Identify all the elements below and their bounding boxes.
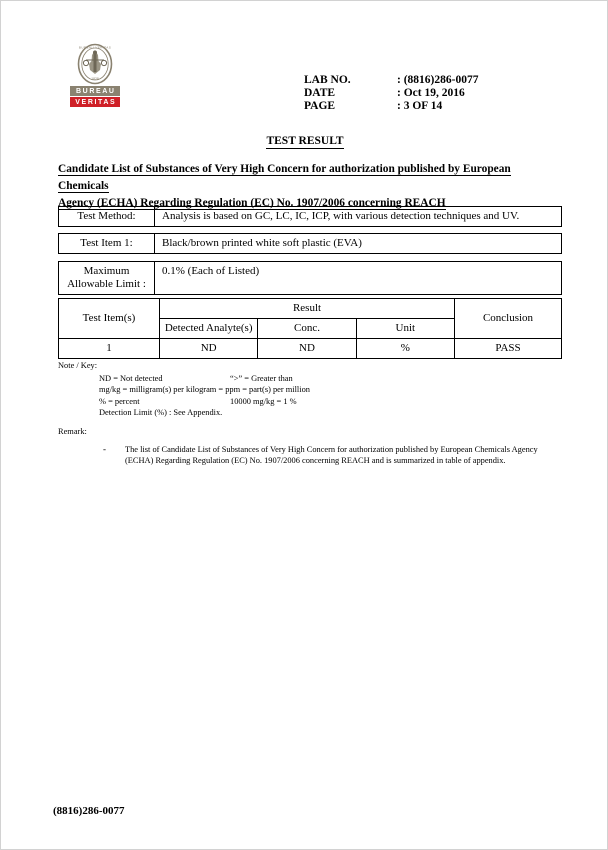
svg-text:BUREAU VERITAS: BUREAU VERITAS [78, 45, 112, 50]
note-key-lines [99, 373, 562, 419]
note-line-1 [99, 373, 562, 385]
lab-info-row-lab-no [304, 74, 478, 87]
note-line-3 [99, 396, 562, 408]
test-item-label: Test Item 1: [59, 234, 155, 253]
subject-heading [58, 161, 562, 212]
date-value: : Oct 19, 2016 [397, 87, 465, 100]
note-line-3-left: % = percent [99, 396, 140, 406]
bureau-veritas-logo [69, 43, 121, 108]
svg-text:1828: 1828 [91, 77, 99, 81]
header-detected-analytes: Detected Analyte(s) [160, 319, 258, 339]
logo-word-bureau: BUREAU [70, 86, 120, 96]
page-value: : 3 OF 14 [397, 100, 443, 113]
result-table-header-row-1 [59, 299, 562, 319]
header-conclusion: Conclusion [455, 299, 562, 339]
test-method-box [58, 206, 562, 227]
header-conc: Conc. [258, 319, 356, 339]
note-line-2: mg/kg = milligram(s) per kilogram = ppm = part(s) per million [99, 385, 310, 395]
lab-info-row-page [304, 100, 478, 113]
cell-conc: ND [258, 339, 356, 359]
remark-text: The list of Candidate List of Substances of Very High Concern for authorization published by European Chemicals Agency (ECHA) Regarding Regulation (EC) No. 1907/2006 concerning REACH and is summarized in table of appendix. [125, 444, 538, 466]
test-method-label: Test Method: [59, 207, 155, 226]
date-label: DATE [304, 87, 336, 100]
lab-info-block [304, 74, 478, 114]
result-table [58, 298, 562, 359]
page-label: PAGE [304, 100, 336, 113]
bureau-veritas-seal-icon [72, 43, 118, 85]
note-line-4: Detection Limit (%) : See Appendix. [99, 408, 223, 418]
note-key-block [58, 360, 562, 419]
page-header [1, 1, 608, 121]
cell-unit: % [356, 339, 454, 359]
note-line-3-right: 10000 mg/kg = 1 % [230, 396, 297, 406]
lab-no-value: : (8816)286-0077 [397, 74, 479, 86]
cell-detected-analyte: ND [160, 339, 258, 359]
lab-no-label: LAB NO. [304, 74, 351, 86]
test-item-value: Black/brown printed white soft plastic (EVA) [162, 237, 362, 249]
subject-heading-line-2: Agency (ECHA) Regarding Regulation (EC) No. 1907/2006 concerning REACH [58, 197, 446, 209]
note-key-label: Note / Key: [58, 361, 98, 370]
header-test-items: Test Item(s) [59, 299, 160, 339]
remark-block [58, 426, 562, 467]
header-unit: Unit [356, 319, 454, 339]
test-item-box [58, 233, 562, 254]
cell-test-item: 1 [59, 339, 160, 359]
maximum-allowable-limit-box [58, 261, 562, 295]
list-item [103, 444, 562, 467]
note-line-1-right: “>” = Greater than [230, 373, 293, 383]
test-method-value: Analysis is based on GC, LC, IC, ICP, with various detection techniques and UV. [162, 210, 520, 222]
remark-bullet-icon: - [103, 443, 106, 454]
test-result-heading [1, 135, 608, 147]
remark-label: Remark: [58, 427, 87, 436]
result-table-head [59, 299, 562, 339]
header-result-group: Result [160, 299, 455, 319]
maximum-allowable-limit-label [59, 262, 155, 294]
note-line-1-left: ND = Not detected [99, 373, 163, 383]
result-table-body [59, 339, 562, 359]
cell-conclusion: PASS [455, 339, 562, 359]
maximum-allowable-limit-label-line-2: Allowable Limit : [67, 278, 146, 290]
logo-word-veritas: VERITAS [70, 97, 120, 107]
lab-info-row-date [304, 87, 478, 100]
maximum-allowable-limit-label-line-1: Maximum [83, 265, 130, 277]
maximum-allowable-limit-value: 0.1% (Each of Listed) [162, 265, 260, 277]
footer-lab-no: (8816)286-0077 [53, 805, 125, 817]
table-row [59, 339, 562, 359]
test-result-heading-text: TEST RESULT [266, 135, 344, 147]
subject-heading-line-1: Candidate List of Substances of Very High Concern for authorization published by European Chemicals [58, 163, 511, 192]
